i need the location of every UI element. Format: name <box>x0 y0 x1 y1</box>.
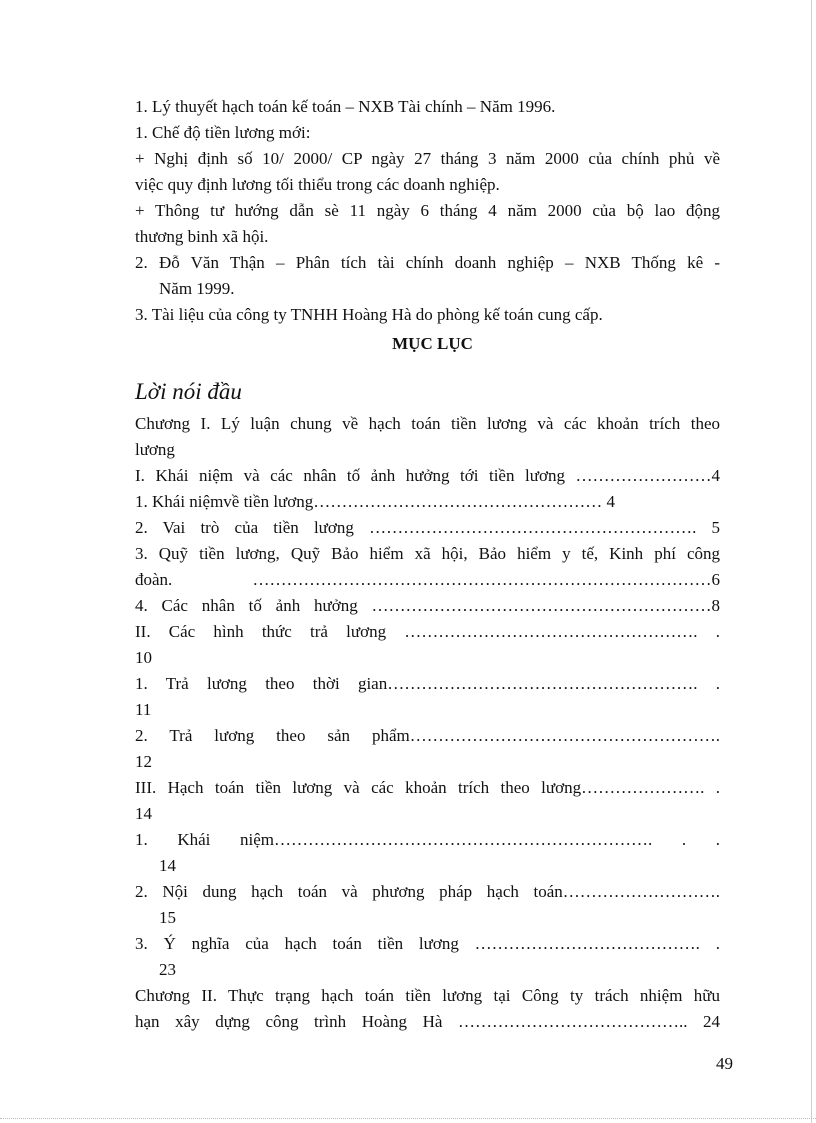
toc-entry: II. Các hình thức trả lương ……………………………………………. . <box>135 622 720 641</box>
reference-item: việc quy định lương tối thiểu trong các doanh nghiệp. <box>135 175 500 194</box>
reference-item: + Nghị định số 10/ 2000/ CP ngày 27 tháng 3 năm 2000 của chính phủ về <box>135 149 720 168</box>
toc-entry-page: 23 <box>159 960 176 979</box>
reference-item: 1. Chế độ tiền lương mới: <box>135 123 311 142</box>
toc-entry: 2. Vai trò của tiền lương …………………………………………………. 5 <box>135 518 720 537</box>
page-right-edge <box>811 0 812 1123</box>
toc-entry: 2. Nội dung hạch toán và phương pháp hạch toán………………………. <box>135 882 720 901</box>
reference-item: thương binh xã hội. <box>135 227 269 246</box>
toc-entry: 3. Ý nghĩa của hạch toán tiền lương …………………………………. . <box>135 934 720 953</box>
toc-entry-page: 12 <box>135 752 152 771</box>
toc-entry-continuation: hạn xây dựng công trình Hoàng Hà ………………………………….. 24 <box>135 1012 720 1031</box>
toc-entry-page: 14 <box>159 856 176 875</box>
toc-entry-page: 11 <box>135 700 152 719</box>
toc-entry-page: 14 <box>135 804 152 823</box>
toc-entry-continuation: đoàn. ………………………………………………………………………6 <box>135 570 720 589</box>
toc-entry: I. Khái niệm và các nhân tố ảnh hưởng tới tiền lương ……………………4 <box>135 466 720 485</box>
toc-preface-entry: Lời nói đầu <box>135 379 242 404</box>
toc-entry: 1. Khái niệmvề tiền lương…………………………………………… 4 <box>135 492 616 511</box>
reference-item: 2. Đỗ Văn Thận – Phân tích tài chính doanh nghiệp – NXB Thống kê - <box>135 253 720 272</box>
toc-entry: Chương I. Lý luận chung về hạch toán tiền lương và các khoản trích theo <box>135 414 720 433</box>
toc-entry: 3. Quỹ tiền lương, Quỹ Bảo hiểm xã hội, Bảo hiểm y tế, Kinh phí công <box>135 544 720 563</box>
document-body <box>135 94 720 1035</box>
toc-entry-page: 10 <box>135 648 152 667</box>
reference-item: + Thông tư hướng dẫn sè 11 ngày 6 tháng 4 năm 2000 của bộ lao động <box>135 201 720 220</box>
page-number: 49 <box>716 1054 733 1073</box>
page-bottom-edge <box>0 1118 816 1119</box>
toc-entry-continuation: lương <box>135 440 175 459</box>
table-of-contents <box>135 411 720 1035</box>
toc-entry-page: 15 <box>159 908 176 927</box>
toc-entry: 4. Các nhân tố ảnh hưởng ……………………………………………………8 <box>135 596 720 615</box>
toc-entry: 1. Khái niệm…………………………………………………………. . . <box>135 830 720 849</box>
references-list <box>135 94 720 328</box>
reference-item: 3. Tài liệu của công ty TNHH Hoàng Hà do phòng kế toán cung cấp. <box>135 305 603 324</box>
toc-entry: III. Hạch toán tiền lương và các khoản trích theo lương…………………. . <box>135 778 720 797</box>
toc-entry: 1. Trả lương theo thời gian………………………………………………. . <box>135 674 720 693</box>
toc-entry: Chương II. Thực trạng hạch toán tiền lương tại Công ty trách nhiệm hữu <box>135 986 720 1005</box>
toc-entry: 2. Trả lương theo sản phẩm………………………………………………. <box>135 726 720 745</box>
toc-heading: MỤC LỤC <box>392 334 473 353</box>
reference-item: Năm 1999. <box>159 279 235 298</box>
reference-item: 1. Lý thuyết hạch toán kế toán – NXB Tài chính – Năm 1996. <box>135 97 556 116</box>
